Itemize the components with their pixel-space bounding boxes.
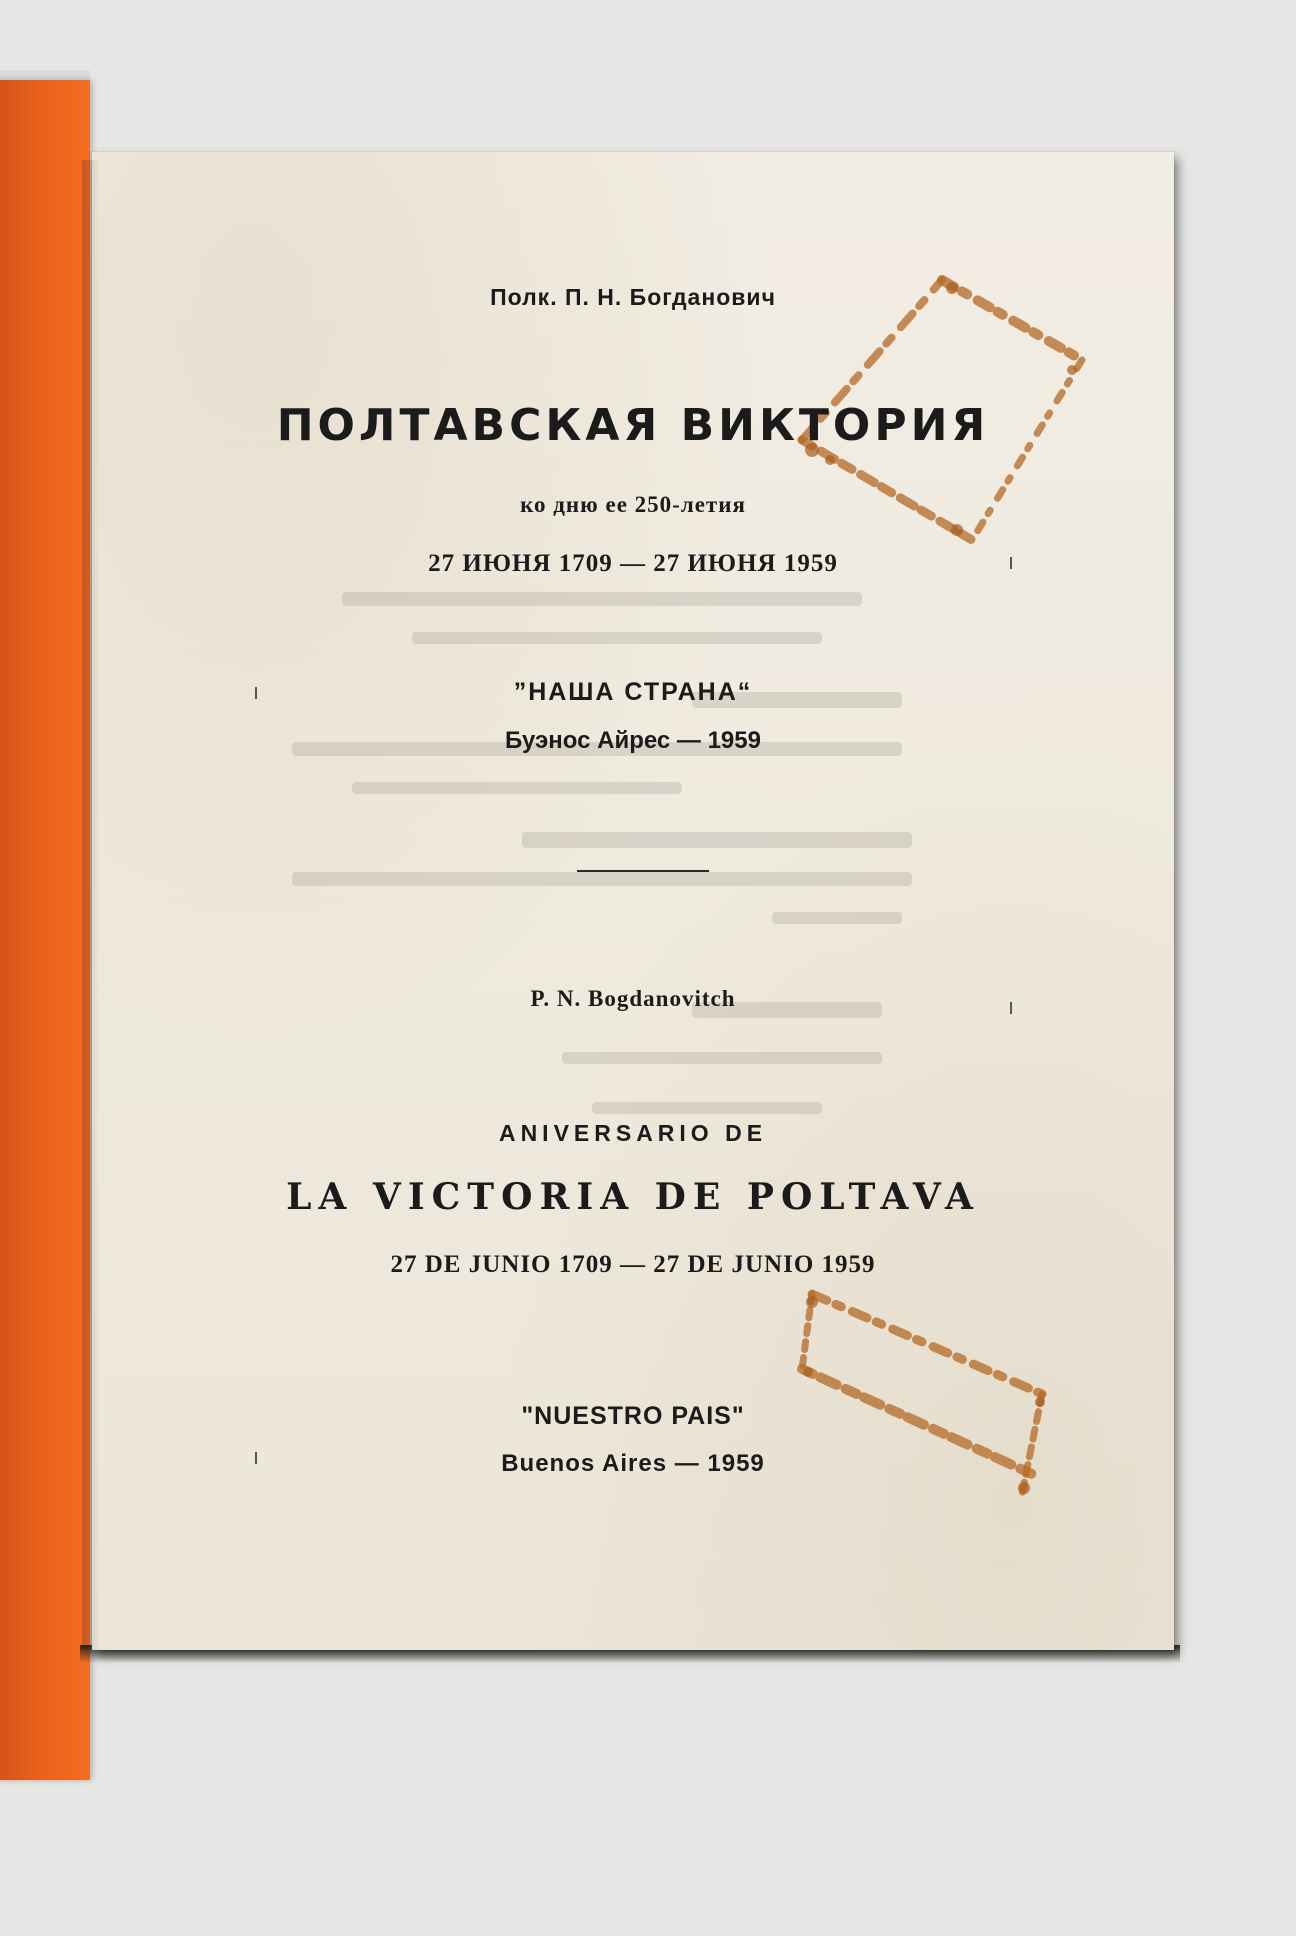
dates-russian: 27 ИЮНЯ 1709 — 27 ИЮНЯ 1959 <box>428 550 838 577</box>
print-mark <box>255 687 257 699</box>
city-year-spanish: Buenos Aires — 1959 <box>501 1450 765 1477</box>
author-russian: Полк. П. Н. Богданович <box>490 284 776 310</box>
city-year-russian: Буэнос Айрес — 1959 <box>505 727 761 754</box>
publisher-spanish: "NUESTRO PAIS" <box>521 1402 745 1430</box>
print-mark <box>1010 557 1012 569</box>
author-spanish: P. N. Bogdanovitch <box>530 986 736 1011</box>
print-mark <box>255 1452 257 1464</box>
dates-spanish: 27 DE JUNIO 1709 — 27 DE JUNIO 1959 <box>390 1251 876 1278</box>
print-mark <box>1010 1002 1012 1014</box>
title-page <box>92 152 1174 1650</box>
spine-shadow <box>82 160 100 1650</box>
book-cover-orange <box>0 80 90 1780</box>
title-spanish: LA VICTORIA DE POLTAVA <box>286 1176 980 1218</box>
aniversario-heading: ANIVERSARIO DE <box>498 1120 768 1146</box>
subtitle-russian: ко дню ее 250-летия <box>520 492 746 517</box>
title-russian: ПОЛТАВСКАЯ ВИКТОРИЯ <box>276 400 990 451</box>
divider-line <box>577 870 709 872</box>
publisher-russian: ”НАША СТРАНА“ <box>513 678 753 706</box>
